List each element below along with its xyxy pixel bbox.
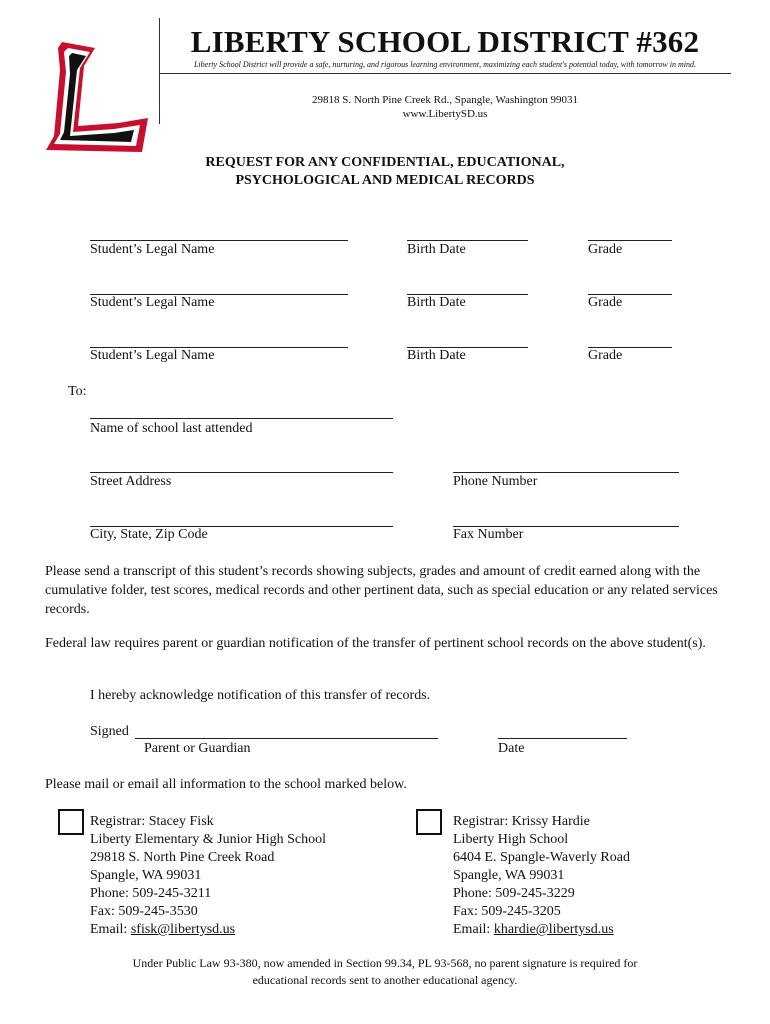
transcript-request-paragraph: Please send a transcript of this student’s records showing subjects, grades and amount of credit earned along with the cumulative folder, test scores, medical records and other pertinent data, such as special education or any related services records. bbox=[45, 564, 718, 617]
header-horizontal-rule bbox=[159, 73, 731, 74]
form-title-line1: REQUEST FOR ANY CONFIDENTIAL, EDUCATIONAL, bbox=[205, 155, 565, 170]
elementary-city: Spangle, WA 99031 bbox=[90, 868, 202, 883]
student-name-label-1: Student’s Legal Name bbox=[90, 242, 215, 257]
elementary-contact-block bbox=[90, 813, 326, 939]
district-name: LIBERTY SCHOOL DISTRICT #362 bbox=[190, 24, 700, 59]
birth-date-label-3: Birth Date bbox=[407, 348, 466, 363]
high-school-email-link[interactable]: khardie@libertysd.us bbox=[493, 922, 614, 937]
guardian-signature-field[interactable] bbox=[135, 738, 438, 739]
birth-date-field-1[interactable] bbox=[407, 240, 528, 241]
school-name-label: Name of school last attended bbox=[90, 421, 253, 436]
birth-date-label-2: Birth Date bbox=[407, 295, 466, 310]
grade-label-1: Grade bbox=[588, 242, 623, 257]
district-website: www.LibertySD.us bbox=[402, 108, 488, 120]
signed-label: Signed bbox=[90, 724, 129, 739]
to-label: To: bbox=[68, 384, 87, 399]
high-school-phone: Phone: 509-245-3229 bbox=[453, 886, 575, 901]
elementary-email-line bbox=[90, 921, 326, 939]
student-name-field-1[interactable] bbox=[90, 240, 348, 241]
elementary-fax: Fax: 509-245-3530 bbox=[90, 904, 198, 919]
phone-number-label: Phone Number bbox=[453, 474, 538, 489]
elementary-school-checkbox[interactable] bbox=[58, 809, 84, 835]
district-logo bbox=[40, 40, 155, 155]
elementary-school-name: Liberty Elementary & Junior High School bbox=[90, 832, 327, 847]
elementary-street: 29818 S. North Pine Creek Road bbox=[90, 850, 275, 865]
elementary-email-link[interactable]: sfisk@libertysd.us bbox=[130, 922, 236, 937]
high-school-checkbox[interactable] bbox=[416, 809, 442, 835]
student-name-label-2: Student’s Legal Name bbox=[90, 295, 215, 310]
high-school-email-line bbox=[453, 921, 630, 939]
city-state-zip-label: City, State, Zip Code bbox=[90, 527, 208, 542]
signature-date-field[interactable] bbox=[498, 738, 627, 739]
district-address-block bbox=[160, 93, 730, 121]
student-name-label-3: Student’s Legal Name bbox=[90, 348, 215, 363]
street-address-label: Street Address bbox=[90, 474, 172, 489]
street-address-field[interactable] bbox=[90, 472, 393, 473]
high-school-contact-block bbox=[453, 813, 630, 939]
birth-date-label-1: Birth Date bbox=[407, 242, 466, 257]
acknowledgement-text: I hereby acknowledge notification of this transfer of records. bbox=[90, 688, 431, 703]
grade-field-1[interactable] bbox=[588, 240, 672, 241]
high-school-street: 6404 E. Spangle-Waverly Road bbox=[453, 850, 630, 865]
parent-guardian-label: Parent or Guardian bbox=[144, 741, 251, 756]
fax-number-label: Fax Number bbox=[453, 527, 524, 542]
grade-label-2: Grade bbox=[588, 295, 623, 310]
legal-footer-line2: educational records sent to another educational agency. bbox=[252, 973, 518, 987]
date-label: Date bbox=[498, 741, 525, 756]
form-title bbox=[0, 154, 770, 190]
high-school-fax: Fax: 509-245-3205 bbox=[453, 904, 561, 919]
legal-footer bbox=[0, 955, 770, 989]
grade-label-3: Grade bbox=[588, 348, 623, 363]
phone-number-field[interactable] bbox=[453, 472, 679, 473]
school-name-field[interactable] bbox=[90, 418, 393, 419]
high-school-registrar: Registrar: Krissy Hardie bbox=[453, 814, 590, 829]
high-school-email-label: Email: bbox=[453, 922, 494, 937]
elementary-email-label: Email: bbox=[90, 922, 131, 937]
elementary-registrar: Registrar: Stacey Fisk bbox=[90, 814, 214, 829]
district-address: 29818 S. North Pine Creek Rd., Spangle, Washington 99031 bbox=[312, 94, 578, 106]
elementary-phone: Phone: 509-245-3211 bbox=[90, 886, 212, 901]
form-title-line2: PSYCHOLOGICAL AND MEDICAL RECORDS bbox=[235, 173, 535, 188]
mail-instruction: Please mail or email all information to the school marked below. bbox=[45, 777, 407, 792]
high-school-name: Liberty High School bbox=[453, 832, 569, 847]
federal-law-paragraph: Federal law requires parent or guardian notification of the transfer of pertinent school records on the above student(s). bbox=[45, 636, 706, 651]
high-school-city: Spangle, WA 99031 bbox=[453, 868, 565, 883]
district-tagline: Liberty School District will provide a safe, nurturing, and rigorous learning environment, maximizing each student's potential today, with tomorrow in mind. bbox=[193, 60, 697, 69]
legal-footer-line1: Under Public Law 93-380, now amended in Section 99.34, PL 93-568, no parent signature is required for bbox=[132, 956, 638, 970]
